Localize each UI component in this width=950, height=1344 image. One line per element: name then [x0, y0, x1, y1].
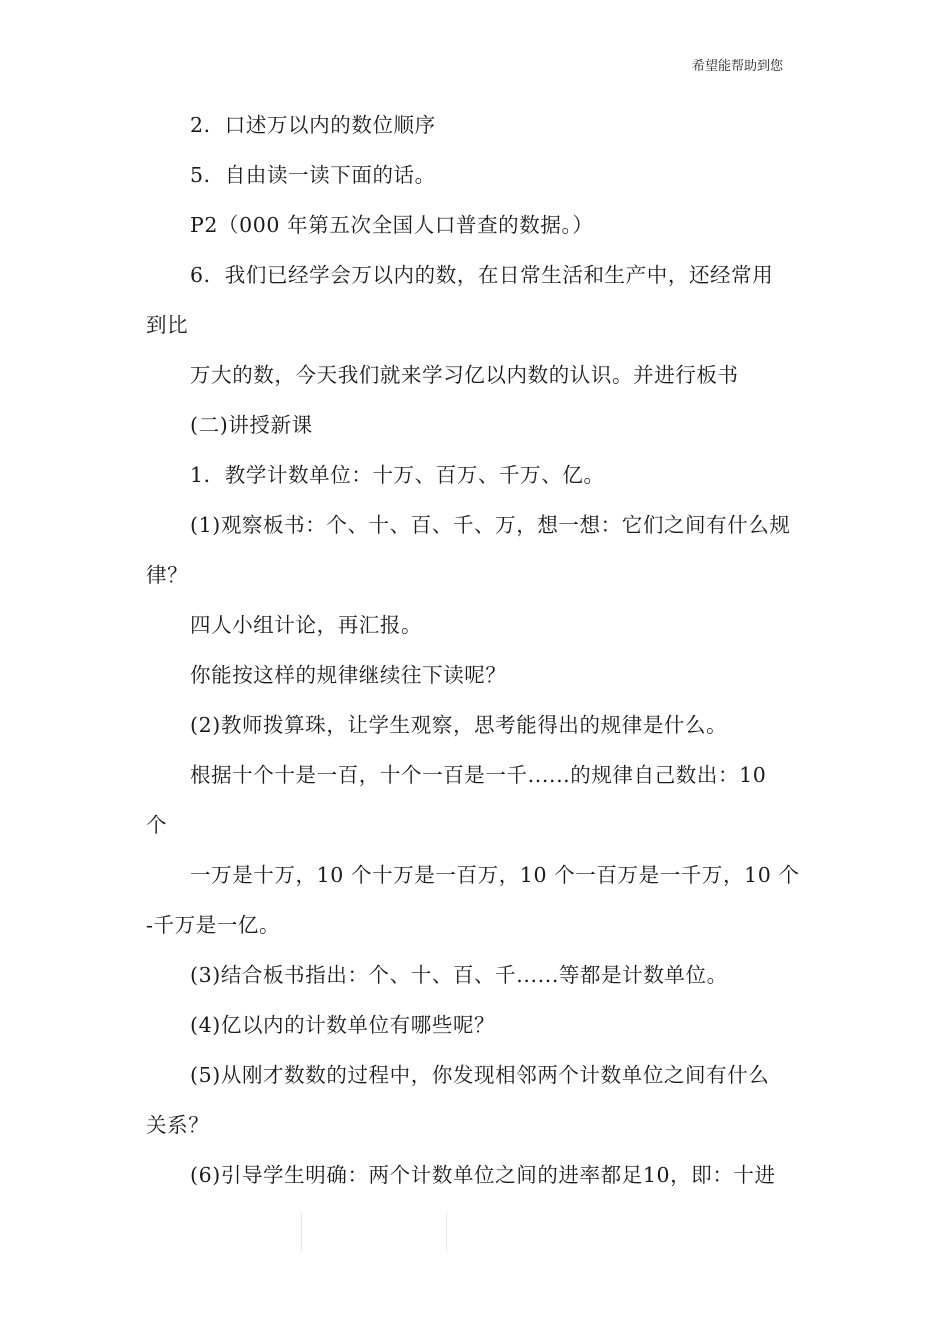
page-header: 希望能帮助到您	[692, 59, 784, 74]
text-line: 2．口述万以内的数位顺序	[190, 113, 436, 137]
section-heading: (二)讲授新课	[190, 413, 313, 437]
text-line: (1)观察板书：个、十、百、千、万，想一想：它们之间有什么规	[190, 513, 791, 537]
text-line: (3)结合板书指出：个、十、百、千......等都是计数单位。	[190, 963, 728, 987]
text-line: 5．自由读一读下面的话。	[190, 163, 436, 187]
text-line: -千万是一亿。	[146, 913, 281, 937]
text-line: 到比	[146, 313, 189, 337]
footer-divider-right	[446, 1213, 447, 1251]
text-line: 根据十个十是一百，十个一百是一千......的规律自己数出：10	[190, 763, 767, 787]
text-line: 6．我们已经学会万以内的数，在日常生活和生产中，还经常用	[190, 263, 774, 287]
text-line: 四人小组计论，再汇报。	[190, 613, 423, 637]
text-line: (4)亿以内的计数单位有哪些呢？	[190, 1013, 496, 1037]
footer-divider-left	[301, 1213, 302, 1251]
text-line: 一万是十万，10 个十万是一百万，10 个一百万是一千万，10 个	[190, 863, 800, 887]
text-line: 万大的数，今天我们就来学习亿以内数的认识。并进行板书	[190, 363, 739, 387]
text-line: P2（000 年第五次全国人口普查的数据。）	[190, 213, 594, 237]
text-line: 关系？	[146, 1113, 210, 1137]
text-line: (6)引导学生明确：两个计数单位之间的进率都足10，即：十进	[190, 1163, 776, 1187]
text-line: 1．教学计数单位：十万、百万、千万、亿。	[190, 463, 605, 487]
text-line: (5)从刚才数数的过程中，你发现相邻两个计数单位之间有什么	[190, 1063, 770, 1087]
text-line: 律？	[146, 563, 189, 587]
text-line: 个	[146, 813, 168, 837]
text-line: (2)教师拨算珠，让学生观察，思考能得出的规律是什么。	[190, 713, 728, 737]
text-line: 你能按这样的规律继续往下读呢？	[190, 663, 507, 687]
